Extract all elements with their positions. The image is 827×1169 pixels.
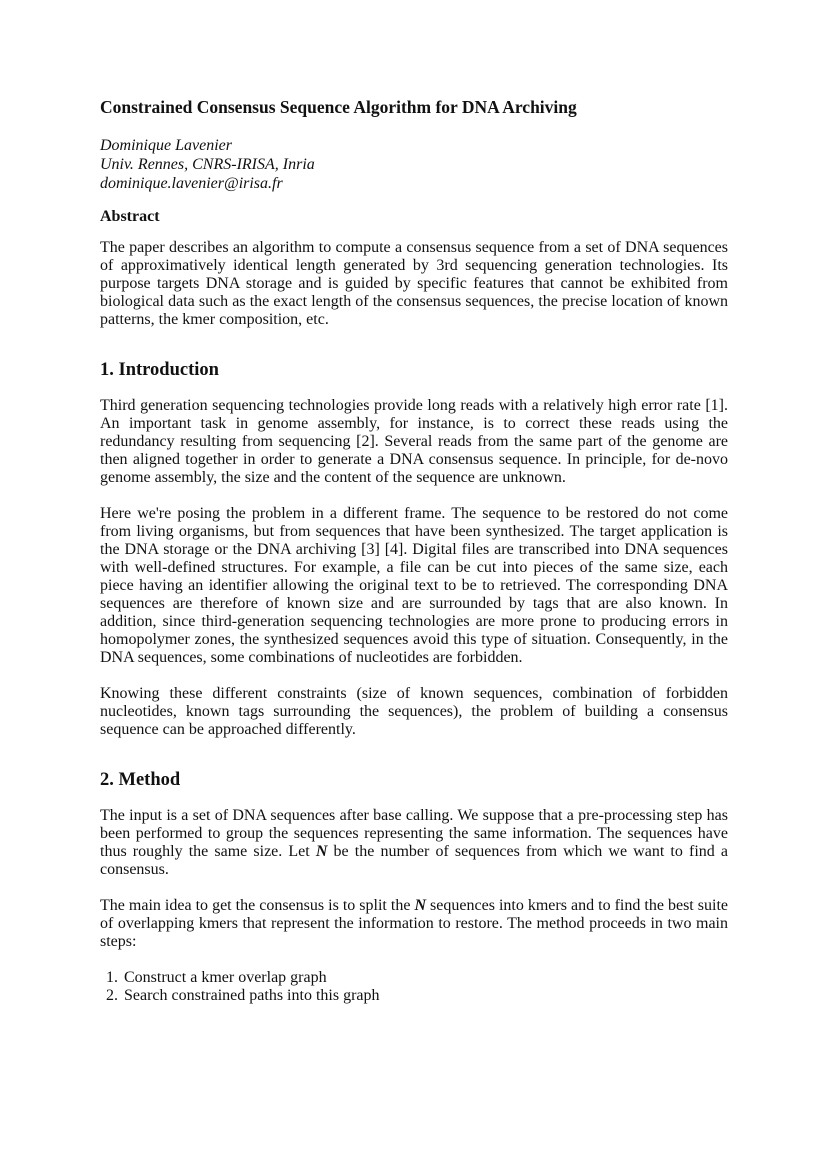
author-block [100,136,728,193]
method-paragraph-1 [100,807,728,879]
intro-paragraph-2: Here we're posing the problem in a different frame. The sequence to be restored do not come from living organisms, but from sequences that have been synthesized. The target application is the DNA storage or the DNA archiving [3] [4]. Digital files are transcribed into DNA sequences with well-defined structures. For example, a file can be cut into pieces of the same size, each piece having an identifier allowing the original text to be to retrieved. The corresponding DNA sequences are therefore of known size and are surrounded by tags that are also known. In addition, since third-generation sequencing technologies are more prone to producing errors in homopolymer zones, the synthesized sequences avoid this type of situation. Consequently, in the DNA sequences, some combinations of nucleotides are forbidden. [100,505,728,666]
author-name: Dominique Lavenier [100,137,232,154]
intro-paragraph-3: Knowing these different constraints (size of known sequences, combination of forbidden nucleotides, known tags surrounding the sequences), the problem of building a consensus sequence can be approached differently. [100,685,728,738]
section-heading-introduction: 1. Introduction [100,360,219,380]
method-p2-text-a: The main idea to get the consensus is to split the [100,897,415,914]
method-p1-text-a: The input is a set of DNA sequences after base calling. We suppose that a pre-processing step has been performed to group the sequences representing the same information. The sequences have thus roughly the same size. Let [100,807,728,860]
abstract-text: The paper describes an algorithm to compute a consensus sequence from a set of DNA sequences of approximatively identical length generated by 3rd sequencing generation technologies. Its purpose targets DNA storage and is guided by specific features that cannot be exhibited from biological data such as the exact length of the consensus sequences, the precise location of known patterns, the kmer composition, etc. [100,239,728,328]
paper-page [100,96,728,1005]
author-affiliation: Univ. Rennes, CNRS-IRISA, Inria [100,156,315,173]
method-p1-symbol-n: N [315,843,328,860]
paper-title: Constrained Consensus Sequence Algorithm for DNA Archiving [100,97,577,117]
method-p2-symbol-n: N [414,897,427,914]
method-p1-text-b: be the number of sequences from which we want to find a consensus. [100,843,728,878]
section-heading-method: 2. Method [100,770,181,790]
method-step-2: 2. Search constrained paths into this graph [122,987,728,1005]
method-p2-text-b: sequences into kmers and to find the best suite of overlapping kmers that represent the information to restore. The method proceeds in two main steps: [100,897,728,950]
author-email: dominique.lavenier@irisa.fr [100,175,283,192]
method-steps-list [122,969,728,1005]
abstract-heading: Abstract [100,208,160,225]
method-paragraph-2 [100,897,728,951]
method-step-1: 1. Construct a kmer overlap graph [122,969,728,987]
intro-paragraph-1: Third generation sequencing technologies provide long reads with a relatively high error rate [1]. An important task in genome assembly, for instance, is to correct these reads using the redundancy resulting from sequencing [2]. Several reads from the same part of the genome are then aligned together in order to generate a DNA consensus sequence. In principle, for de-novo genome assembly, the size and the content of the sequence are unknown. [100,397,728,486]
